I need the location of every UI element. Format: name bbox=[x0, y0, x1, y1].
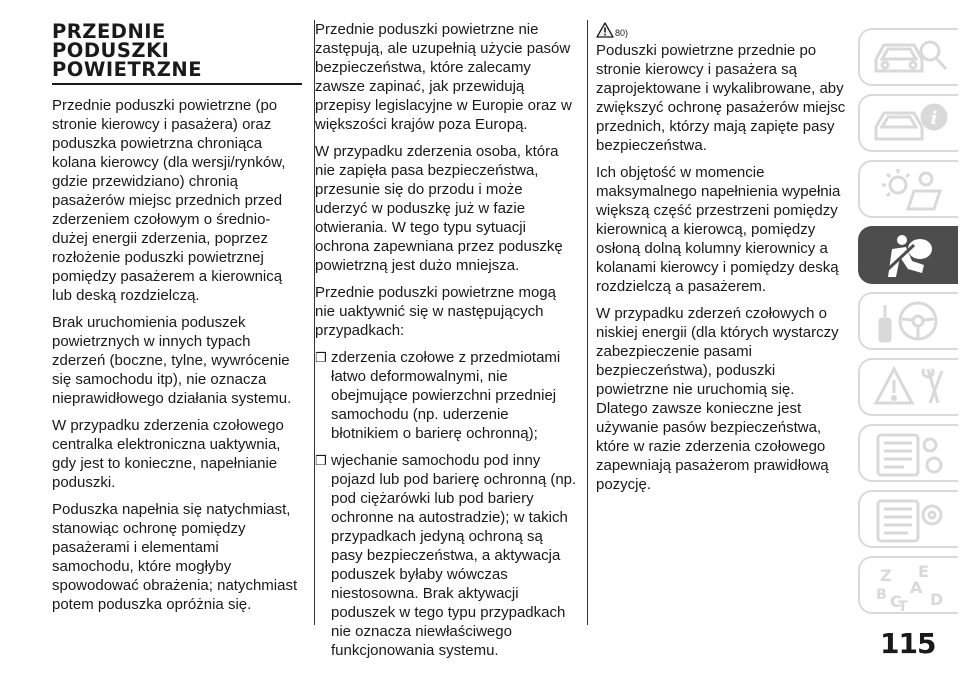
list-item bbox=[315, 451, 578, 660]
paragraph: Ich objętość w momencie maksymalnego napełnienia wypełnia większą część przestrzeni pomiędzy kierownicą a kierowcą, pomiędzy osłoną dolną kolumny kierownicy a kolanami kierowcy i pomiędzy deską rozdzielczą a pasażerem. bbox=[596, 164, 841, 295]
paragraph: W przypadku zderzenia osoba, która nie zapięła pasa bezpieczeństwa, przesunie się do przodu i może uderzyć w poduszkę już w fazie otwierania. W tego typu sytuacji ochrona zapewniana przez poduszkę powietrzną jest dużo mniejsza. bbox=[315, 143, 563, 274]
index-letter: D bbox=[930, 590, 944, 609]
paragraph: W przypadku zderzeń czołowych o niskiej energii (dla których wystarczy zabezpieczenie pasami bezpieczeństwa), poduszki powietrzne nie uruchomią się. Dlatego zawsze konieczne jest używanie pasów bezpieczeństwa, które w razie zderzenia czołowego zapewniają pasażerom prawidłową pozycję. bbox=[596, 305, 839, 493]
car-info-icon bbox=[868, 99, 952, 149]
tab-maintenance[interactable] bbox=[858, 424, 958, 482]
list-item-text: wjechanie samochodu pod inny pojazd lub pod barierę ochronną (np. pod ciężarówki lub pod bariery ochronne na autostradzie); w takich przypadkach jedyną ochroną są pasy bezpieczeństwa, a aktywacja poduszek byłaby wówczas niestosowna. Brak aktywacji poduszek w tego typu przypadkach nie oznacza niewłaściwego funkcjonowania systemu. bbox=[331, 452, 577, 659]
list-item-text: zderzenia czołowe z przedmiotami łatwo deformowalnymi, nie obejmujące powierzchni przedniej samochodu (np. uderzenie błotnikiem o barierę ochronną); bbox=[331, 349, 561, 442]
tab-warning-tools[interactable] bbox=[858, 358, 958, 416]
paragraph: Brak uruchomienia poduszek powietrznych w innych typach zderzeń (boczne, tylne, wywrócenie się samochodu itp), nie oznacza nieprawidłowego działania systemu. bbox=[52, 314, 292, 407]
chapter-sidebar bbox=[858, 28, 960, 622]
paragraph: Poduszki powietrzne przednie po stronie kierowcy i pasażera są zaprojektowane i wykalibrowane, aby zwiększyć ochronę pasażerów miejsc przednich, którzy mają zapięte pasy bezpieczeństwa. bbox=[596, 42, 846, 154]
list-item bbox=[315, 348, 578, 443]
page-number: 115 bbox=[880, 627, 936, 660]
warning-reference-number: 80) bbox=[615, 28, 629, 38]
column-3 bbox=[596, 0, 846, 502]
index-letter: B bbox=[876, 587, 887, 603]
tab-alphabetical-index[interactable] bbox=[858, 556, 958, 614]
tab-technical-data[interactable] bbox=[858, 490, 958, 548]
paragraph: Przednie poduszki powietrzne nie zastępują, ale uzupełnią użycie pasów bezpieczeństwa, które zalecamy zawsze zapinać, jak przewidują przepisy legislacyjne w Europie oraz w większości krajów poza Europą. bbox=[315, 21, 572, 133]
tab-car-search[interactable] bbox=[858, 28, 958, 86]
section-title bbox=[52, 22, 304, 79]
tab-dashboard-lights[interactable] bbox=[858, 160, 958, 218]
section-title-line: PODUSZKI bbox=[52, 39, 170, 62]
maintenance-settings-icon bbox=[868, 429, 952, 479]
section-title-line: PRZEDNIE bbox=[52, 20, 166, 43]
title-underline bbox=[52, 83, 302, 85]
paragraph: W przypadku zderzenia czołowego centralka elektroniczna uaktywnia, gdy jest to konieczne, napełnianie poduszki. bbox=[52, 417, 284, 491]
dashboard-lights-icon bbox=[868, 165, 952, 215]
svg-text:i: i bbox=[930, 108, 938, 129]
tab-airbag-safety[interactable] bbox=[858, 226, 958, 284]
warning-tools-icon bbox=[868, 363, 952, 413]
index-letter: Z bbox=[880, 566, 892, 585]
paragraph: Poduszka napełnia się natychmiast, stanowiąc ochronę pomiędzy pasażerami i elementami samochodu, które mogłyby spowodować obrażenia; natychmiast potem poduszka opróżnia się. bbox=[52, 501, 298, 613]
column-divider bbox=[587, 20, 588, 625]
bullet-box-icon: ❒ bbox=[315, 350, 327, 365]
technical-data-icon bbox=[868, 495, 952, 545]
tab-driving[interactable] bbox=[858, 292, 958, 350]
driving-steering-wheel-icon bbox=[868, 297, 952, 347]
warning-reference bbox=[596, 16, 846, 38]
tab-car-info[interactable] bbox=[858, 94, 958, 152]
car-search-icon bbox=[868, 33, 952, 83]
paragraph: Przednie poduszki powietrzne (po stronie kierowcy i pasażera) oraz poduszka powietrzna chroniąca kolana kierowcy (dla wersji/rynków, gdzie przewidziano) chronią pasażerów miejsc przednich przed zderzeniem czołowym o średnio-dużej energii zderzenia, poprzez rozłożenie poduszki powietrznej pomiędzy pasażerem a kierownicą lub deską rozdzielczą. bbox=[52, 97, 286, 304]
column-1 bbox=[52, 0, 304, 622]
index-letter: C bbox=[890, 592, 902, 611]
paragraph: Przednie poduszki powietrzne mogą nie uaktywnić się w następujących przypadkach: bbox=[315, 284, 556, 339]
column-2 bbox=[315, 20, 578, 668]
index-letter: A bbox=[910, 578, 923, 597]
bullet-box-icon: ❒ bbox=[315, 453, 327, 468]
section-title-line: POWIETRZNE bbox=[52, 58, 203, 81]
index-letter: T bbox=[898, 599, 908, 611]
alphabetical-index-icon bbox=[868, 561, 952, 611]
warning-triangle-icon bbox=[596, 22, 614, 38]
index-letter: E bbox=[918, 562, 929, 581]
airbag-safety-icon bbox=[868, 231, 952, 281]
